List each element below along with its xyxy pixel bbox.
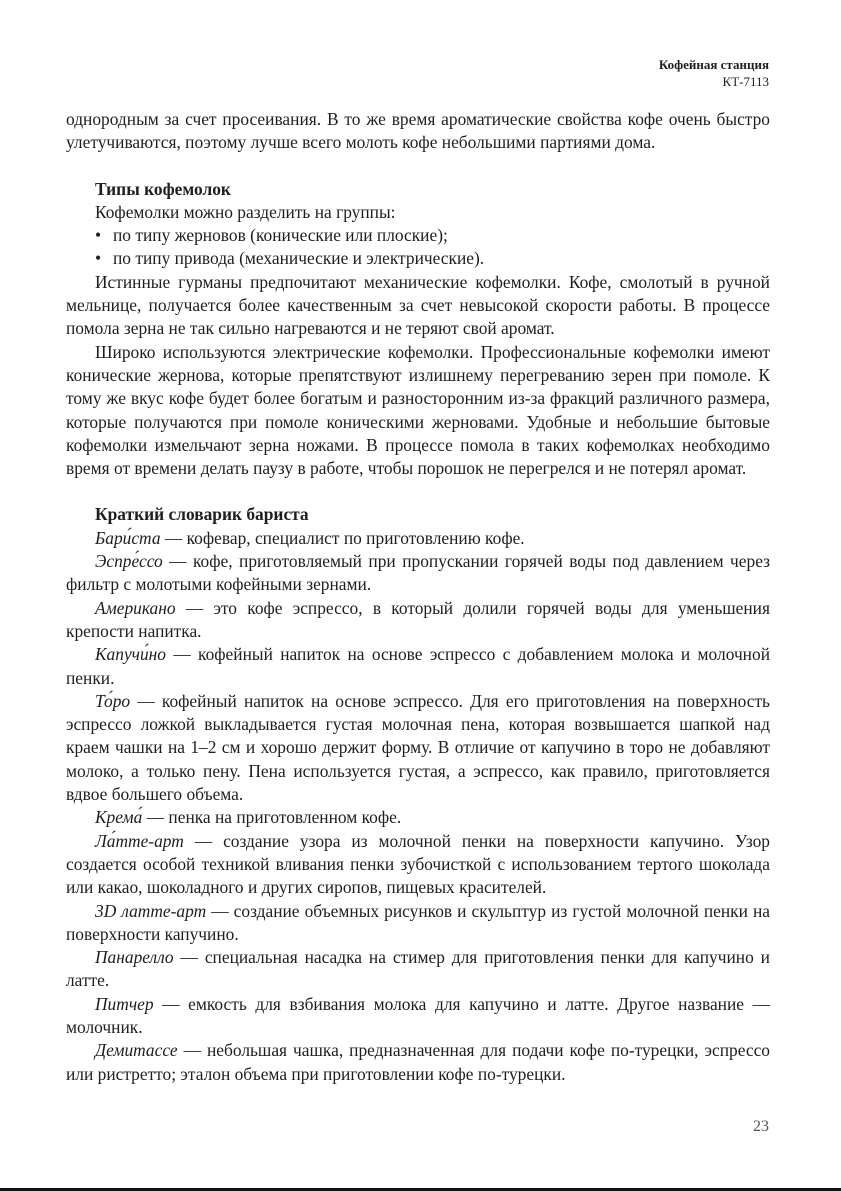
glossary-definition: — емкость для взбивания молока для капучино и латте. Другое название — молочник. — [66, 993, 770, 1037]
list-item — [66, 247, 770, 270]
glossary-definition: — кофе, приготовляемый при пропускании горячей воды под давлением через фильтр с молотыми кофейными зернами. — [66, 551, 770, 595]
glossary-definition: — кофейный напиток на основе эспрессо. Для его приготовления на поверхность эспрессо ложкой выкладывается густая молочная пена, которая возвышается шапкой над краем чашки на 1–2 см и хорошо держит форму. В отличие от капучино в торо не добавляют молоко, а только пену. Пена используется густая, а эспрессо, как правило, приготовляется вдвое большего объема. — [66, 690, 770, 805]
grinders-section — [66, 178, 770, 481]
glossary-definition: — специальная насадка на стимер для приготовления пенки для капучино и латте. — [66, 947, 770, 991]
glossary-term: Демитассе — [95, 1040, 178, 1061]
glossary-term: Капучи́но — [95, 644, 166, 665]
glossary-definition: — это кофе эспрессо, в который долили горячей воды для уменьшения крепости напитка. — [66, 597, 770, 641]
glossary-entry — [66, 550, 770, 597]
glossary-term: Бари́ста — [95, 527, 161, 548]
grinders-paragraph: Широко используются электрические кофемолки. Профессиональные кофемолки имеют конические жернова, которые препятствуют излишнему перегреванию зерен при помоле. К тому же вкус кофе будет более богатым и разносторонним из-за фракций различного размера, которые получаются при помоле коническими жерновами. Удобные и небольшие бытовые кофемолки измельчают зерна ножами. В процессе помола в таких кофемолках необходимо время от времени делать паузу в работе, чтобы порошок не перегрелся и не потерял аромат. — [66, 341, 770, 479]
glossary-term: Панарелло — [95, 947, 174, 968]
glossary-entry — [66, 993, 770, 1040]
glossary-term: Эспре́ссо — [95, 551, 163, 572]
glossary-heading: Краткий словарик бариста — [95, 504, 309, 525]
glossary-definition: — кофевар, специалист по приготовлению кофе. — [160, 527, 525, 548]
glossary-term: То́ро — [95, 690, 131, 711]
running-header — [659, 56, 769, 90]
grinders-paragraph: Истинные гурманы предпочитают механические кофемолки. Кофе, смолотый в ручной мельнице, получается более качественным за счет невысокой скорости работы. В процессе помола зерна не так сильно нагреваются и не теряют свой аромат. — [66, 271, 770, 339]
grinders-heading: Типы кофемолок — [95, 178, 231, 199]
grinders-lead: Кофемолки можно разделить на группы: — [95, 201, 396, 222]
glossary-definition: — небольшая чашка, предназначенная для подачи кофе по-турецки, эспрессо или ристретто; эталон объема при приготовлении кофе по-турецки. — [66, 1040, 770, 1084]
glossary-definition: — создание объемных рисунков и скульптур из густой молочной пенки на поверхности капучино. — [66, 900, 770, 944]
glossary-term: Питчер — [95, 993, 154, 1014]
glossary-entry — [66, 900, 770, 947]
glossary-entry — [66, 690, 770, 806]
glossary-entry — [66, 527, 770, 550]
page-body — [66, 108, 770, 1086]
glossary-term: Крема́ — [95, 807, 143, 828]
glossary-entry — [66, 597, 770, 644]
bullet-icon: • — [95, 225, 102, 246]
glossary-definition: — пенка на приготовленном кофе. — [142, 807, 402, 828]
glossary-term: Американо — [95, 597, 176, 618]
list-item-text: по типу привода (механические и электрические). — [113, 248, 485, 269]
list-item — [66, 224, 770, 247]
list-item-text: по типу жерновов (конические или плоские); — [113, 225, 448, 246]
glossary-entry — [66, 643, 770, 690]
glossary-entry — [66, 806, 770, 829]
bullet-icon: • — [95, 248, 102, 269]
glossary-term: 3D латте-арт — [95, 900, 207, 921]
header-product-name: Кофейная станция — [658, 57, 769, 72]
glossary-entry — [66, 1039, 770, 1086]
glossary-term: Ла́тте-арт — [95, 830, 184, 851]
intro-paragraph: однородным за счет просеивания. В то же время ароматические свойства кофе очень быстро улетучиваются, поэтому лучше всего молоть кофе небольшими партиями дома. — [66, 109, 770, 153]
header-model-number: КТ-7113 — [722, 74, 769, 89]
glossary-section — [66, 503, 770, 1085]
glossary-entry — [66, 946, 770, 993]
glossary-definition: — создание узора из молочной пенки на поверхности капучино. Узор создается особой техникой вливания пенки зубочисткой с использованием тертого шоколада или какао, шоколадного и других сиропов, пищевых красителей. — [66, 830, 770, 898]
page-number: 23 — [753, 1118, 769, 1135]
glossary-entry — [66, 830, 770, 900]
glossary-definition: — кофейный напиток на основе эспрессо с добавлением молока и молочной пенки. — [66, 644, 770, 688]
